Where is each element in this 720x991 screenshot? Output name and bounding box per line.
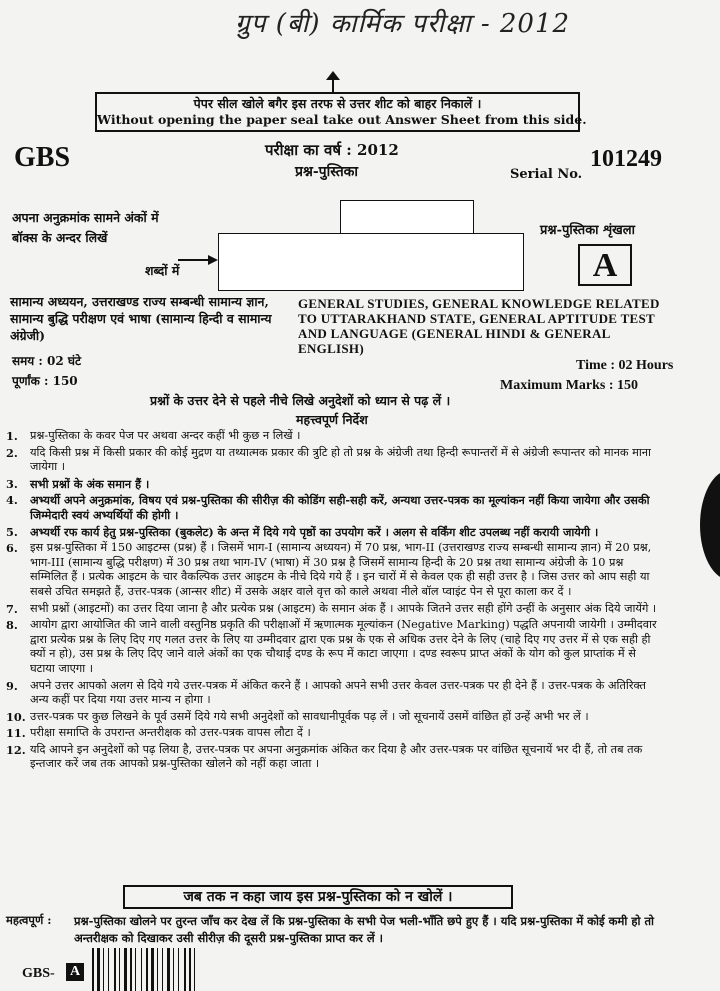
- roll-hint-line-1: अपना अनुक्रमांक सामने अंकों में: [12, 210, 159, 225]
- instruction-item: 2. यदि किसी प्रश्न में किसी प्रकार की कोई मुद्रण या तथ्यात्मक प्रकार की त्रुटि हो तो प्रश्न के अंग्रेजी तथा हिन्दी रूपान्तरों में से अंग्रेजी रूपान्तर को मानक माना जायेगा ।: [6, 445, 651, 474]
- instruction-item: 1. प्रश्न-पुस्तिका के कवर पेज पर अथवा अन्दर कहीं भी कुछ न लिखें ।: [6, 429, 301, 443]
- barcode-icon: [92, 948, 242, 991]
- instruction-item: 9. अपने उत्तर आपको अलग से दिये गये उत्तर-पत्रक में अंकित करने हैं । आपको अपने सभी उत्तर केवल उत्तर-पत्रक पर ही देने हैं । उत्तर-पत्रक के अतिरिक्त अन्य कहीं पर दिया गया उत्तर मान्य न होगा ।: [6, 678, 646, 707]
- roll-number-words-box[interactable]: [218, 233, 524, 291]
- booklet-label: प्रश्न-पुस्तिका: [295, 164, 359, 180]
- time-english: Time : 02 Hours: [576, 358, 674, 373]
- handwritten-title: ग्रुप (बी) कार्मिक परीक्षा - 2012: [235, 9, 571, 39]
- exam-year: परीक्षा का वर्ष : 2012: [265, 141, 399, 159]
- instruction-item: 3. सभी प्रश्नों के अंक समान हैं ।: [6, 476, 150, 491]
- instructions-heading: महत्त्वपूर्ण निर्देश: [296, 412, 368, 427]
- up-arrow-icon: [318, 70, 348, 94]
- instruction-item: 6. इस प्रश्न-पुस्तिका में 150 आइटम्स (प्रश्न) हैं । जिसमें भाग-I (सामान्य अध्ययन) में 70 प्रश्न, भाग-II (उत्तराखण्ड राज्य सम्बन्धी सामान्य ज्ञान) में 20 प्रश्न, भाग-III (सामान्य बुद्धि परीक्षण) में 30 प्रश्न तथा भाग-IV (भाषा) में 30 प्रश्न है जिसमें सामान्य हिन्दी के 20 प्रश्न तथा सामान्य अंग्रेजी के 10 प्रश्न सम्मिलित हैं । प्रत्येक आइटम के चार वैकल्पिक उत्तर आइटम के नीचे दिये गये हैं । इन चारों में से केवल एक ही सही उत्तर है । जिस उत्तर को आप सही या सबसे उचित समझते हैं, उत्तर-पत्रक (आन्सर शीट) में उसके अक्षर वाले वृत्त को काले अथवा नीले बॉल प्वाइंट पेन से पूरा काला कर दें ।: [6, 541, 652, 598]
- important-note: प्रश्न-पुस्तिका खोलने पर तुरन्त जाँच कर देख लें कि प्रश्न-पुस्तिका के सभी पेज भली-भाँति छपे हुए हैं । यदि प्रश्न-पुस्तिका में कोई कमी हो तो अन्तरीक्षक को दिखाकर उसी सीरीज़ की दूसरी प्रश्न-पुस्तिका प्राप्त कर लें ।: [74, 914, 654, 945]
- instruction-item: 12. यदि आपने इन अनुदेशों को पढ़ लिया है, उत्तर-पत्रक पर अपना अनुक्रमांक अंकित कर दिया है और उत्तर-पत्रक पर वांछित सूचनायें भर दी हैं, तो तब तक इन्तजार करें जब तक आपको प्रश्न-पुस्तिका खोलने को नहीं कहा जाता ।: [6, 742, 643, 771]
- instruction-item: 8. आयोग द्वारा आयोजित की जाने वाली वस्तुनिष्ठ प्रकृति की परीक्षाओं में ऋणात्मक मूल्यांकन (Negative Marking) पद्धति अपनायी जायेगी । उम्मीदवार द्वारा प्रत्येक प्रश्न के लिए दिए गए गलत उत्तर के लिए या उम्मीदवार द्वारा एक प्रश्न के एक से अधिक उत्तर देने के लिए (चाहे दिए गए उत्तर में से एक सही ही क्यों न हो), उस प्रश्न के लिए दिए जाने वाले अंकों का एक चौथाई दण्ड के रूप में काटा जाएगा । दण्ड स्वरूप प्राप्त अंकों के योग को कुल प्राप्तांक में से घटाया जाएगा ।: [6, 618, 657, 675]
- instructions-list: [6, 429, 658, 774]
- roll-hint-line-2: बॉक्स के अन्दर लिखें: [12, 230, 108, 245]
- series-label: प्रश्न-पुस्तिका शृंखला: [540, 223, 635, 238]
- roll-number-hint: [12, 208, 159, 248]
- roll-words-label: शब्दों में: [145, 263, 180, 278]
- marks-english: Maximum Marks : 150: [500, 378, 639, 393]
- serial-number: 101249: [590, 146, 662, 172]
- paper-code: GBS: [14, 142, 71, 173]
- important-note-label: महत्वपूर्ण :: [6, 913, 52, 927]
- series-box: A: [578, 244, 632, 286]
- footer-code-label: GBS-: [22, 966, 55, 981]
- subject-hindi: सामान्य अध्ययन, उत्तराखण्ड राज्य सम्बन्धी सामान्य ज्ञान, सामान्य बुद्धि परीक्षण एवं भाषा (सामान्य हिन्दी व सामान्य अंग्रेजी): [10, 294, 272, 343]
- seal-notice-hindi: पेपर सील खोले बगैर इस तरफ से उत्तर शीट को बाहर निकालें ।: [193, 96, 482, 111]
- footer-code-box: A: [66, 963, 84, 981]
- marks-hindi: पूर्णांक : 150: [12, 374, 78, 388]
- serial-label: Serial No.: [510, 167, 583, 182]
- scan-shadow: [700, 470, 720, 580]
- roll-number-digits-box[interactable]: [340, 200, 474, 234]
- instruction-item: 7. सभी प्रश्नों (आइटमों) का उत्तर दिया जाना है और प्रत्येक प्रश्न (आइटम) के समान अंक हैं । आपके जितने उत्तर सही होंगे उन्हीं के अनुसार अंक दिये जायेंगे ।: [6, 601, 657, 616]
- time-hindi: समय : 02 घंटे: [12, 354, 82, 368]
- seal-notice-english: Without opening the paper seal take out Answer Sheet from this side.: [97, 112, 587, 127]
- instruction-item: 11. परीक्षा समाप्ति के उपरान्त अन्तरीक्षक को उत्तर-पत्रक वापस लौटा दें ।: [6, 726, 311, 741]
- read-instructions-note: प्रश्नों के उत्तर देने से पहले नीचे लिखे अनुदेशों को ध्यान से पढ़ लें ।: [150, 393, 451, 408]
- instruction-item: 5. अभ्यर्थी रफ कार्य हेतु प्रश्न-पुस्तिका (बुकलेट) के अन्त में दिये गये पृष्ठों का उपयोग करें । अलग से वर्किंग शीट उपलब्ध नहीं करायी जायेगी ।: [6, 524, 599, 539]
- seal-notice: [95, 92, 587, 132]
- instruction-item: 10. उत्तर-पत्रक पर कुछ लिखने के पूर्व उसमें दिये गये सभी अनुदेशों को सावधानीपूर्वक पढ़ लें । जो सूचनायें उसमें वांछित हों उन्हें अभी भर लें ।: [6, 709, 589, 724]
- subject-english: GENERAL STUDIES, GENERAL KNOWLEDGE RELATED TO UTTARAKHAND STATE, GENERAL APTITUDE TEST AND LANGUAGE (GENERAL HINDI & GENERAL ENGLISH): [298, 296, 660, 356]
- right-arrow-icon: [178, 255, 218, 265]
- do-not-open-notice: जब तक न कहा जाय इस प्रश्न-पुस्तिका को न खोलें ।: [123, 885, 513, 909]
- instruction-item: 4. अभ्यर्थी अपने अनुक्रमांक, विषय एवं प्रश्न-पुस्तिका की सीरीज़ की कोडिंग सही-सही करें, अन्यथा उत्तर-पत्रक का मूल्यांकन नहीं किया जायेगा और उसकी जिम्मेदारी स्वयं अभ्यर्थियों की होगी ।: [6, 493, 650, 522]
